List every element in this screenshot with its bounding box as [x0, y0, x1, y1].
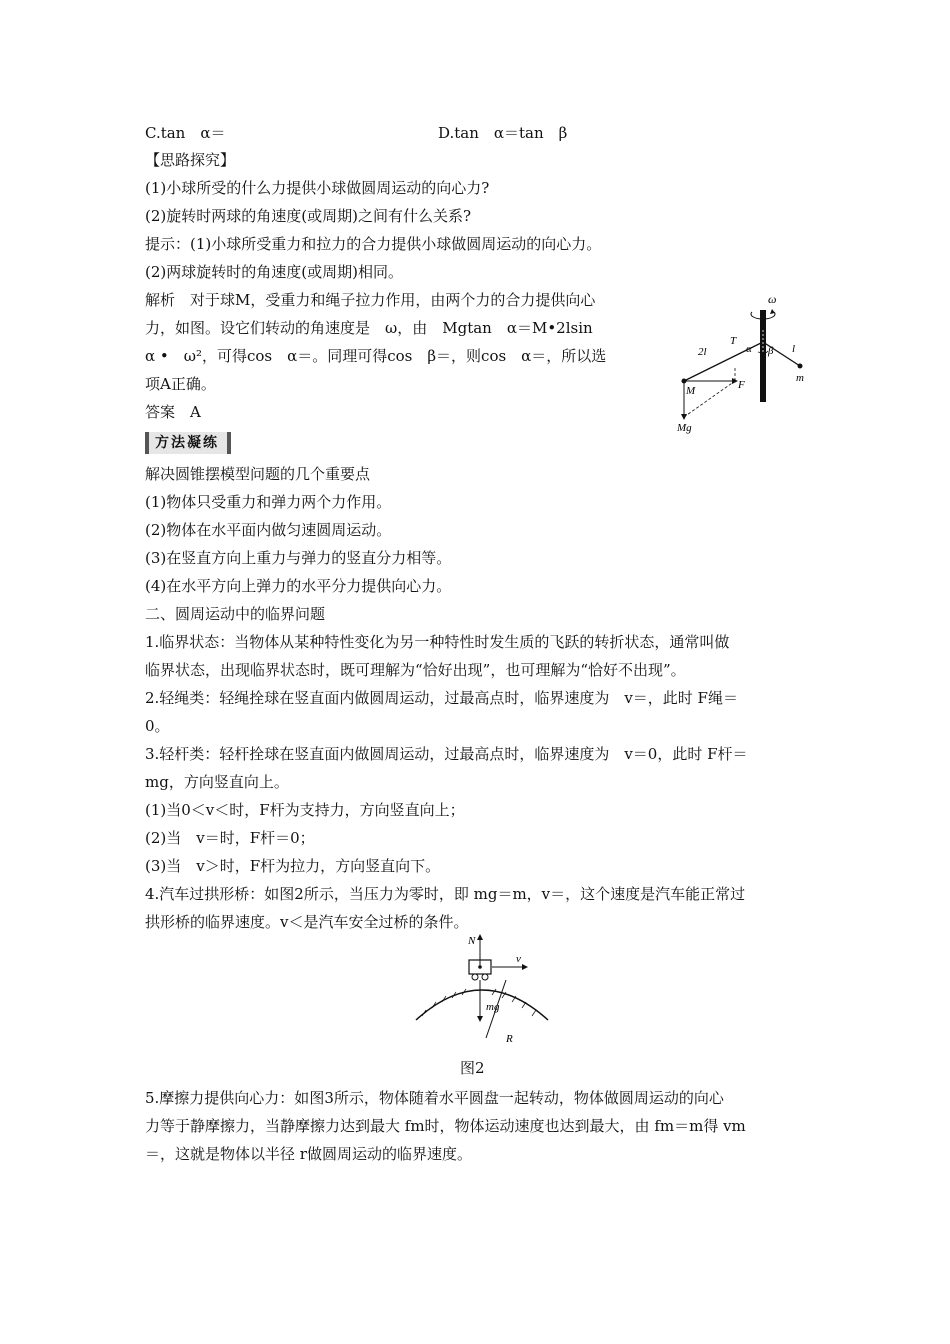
friction-line-2: 力等于静摩擦力，当静摩擦力达到最大 fm时，物体运动速度也达到最大，由 fm＝m得 vm [145, 1117, 746, 1135]
answer-line: 答案 A [145, 403, 201, 421]
method-point-2: (2)物体在水平面内做匀速圆周运动。 [145, 521, 392, 539]
hint-1: 提示：(1)小球所受重力和拉力的合力提供小球做圆周运动的向心力。 [145, 235, 602, 253]
friction-line-3: ＝，这就是物体以半径 r做圆周运动的临界速度。 [145, 1145, 472, 1163]
option-c: C.tan α＝ [145, 124, 226, 142]
question-2: (2)旋转时两球的角速度(或周期)之间有什么关系? [145, 207, 471, 225]
radius-label: R [506, 1033, 513, 1045]
conical-pendulum-figure [672, 290, 822, 435]
ball-m-label: m [796, 372, 804, 384]
rope-line-2: 0。 [145, 717, 170, 735]
analysis-line-3: α • ω²，可得cos α＝。同理可得cos β＝，则cos α＝，所以选 [145, 347, 607, 365]
tension-label: T [730, 335, 737, 347]
normal-force-label: N [468, 935, 476, 947]
normal-force-arrowhead [477, 934, 483, 940]
rod-line-2: mg，方向竖直向上。 [145, 773, 289, 791]
method-tag: 方法凝练 [145, 432, 231, 454]
rod-case-1: (1)当0＜v＜时，F杆为支持力，方向竖直向上； [145, 801, 465, 819]
section-title-thinking: 【思路探究】 [145, 151, 236, 169]
gravity-force-arrowhead [477, 1016, 483, 1022]
velocity-label: v [516, 953, 521, 965]
length-l-label: l [792, 343, 796, 355]
rod-case-2: (2)当 v＝时，F杆＝0； [145, 829, 315, 847]
critical-state-line-2: 临界状态，出现临界状态时，既可理解为“恰好出现”，也可理解为“恰好不出现”。 [145, 661, 686, 679]
rope-line-1: 2.轻绳类：轻绳拴球在竖直面内做圆周运动，过最高点时，临界速度为 v＝，此时 F绳＝ [145, 689, 738, 707]
question-1: (1)小球所受的什么力提供小球做圆周运动的向心力? [145, 179, 490, 197]
friction-line-1: 5.摩擦力提供向心力：如图3所示，物体随着水平圆盘一起转动，物体做圆周运动的向心 [145, 1089, 724, 1107]
analysis-line-2: 力，如图。设它们转动的角速度是 ω，由 Mgtan α＝M•2lsin [145, 319, 593, 337]
rotation-rod [760, 310, 766, 402]
gravity-force-label: mg [486, 1001, 500, 1013]
rotation-arrow [770, 309, 775, 314]
rod-case-3: (3)当 v＞时，F杆为拉力，方向竖直向下。 [145, 857, 441, 875]
bridge-line-2: 拱形桥的临界速度。v＜是汽车安全过桥的条件。 [145, 913, 469, 931]
method-intro: 解决圆锥摆模型问题的几个重要点 [145, 465, 371, 483]
bridge-line-1: 4.汽车过拱形桥：如图2所示，当压力为零时，即 mg＝m，v＝，这个速度是汽车能正常过 [145, 885, 746, 903]
method-point-1: (1)物体只受重力和弹力两个力作用。 [145, 493, 392, 511]
alpha-label: α [746, 343, 752, 355]
ball-M-label: M [686, 385, 696, 397]
omega-label: ω [768, 292, 777, 306]
length-2l-label: 2l [698, 346, 707, 358]
gravity-label: Mg [677, 422, 692, 434]
analysis-line-4: 项A正确。 [145, 375, 216, 393]
force-F-label: F [738, 379, 745, 391]
method-point-3: (3)在竖直方向上重力与弹力的竖直分力相等。 [145, 549, 452, 567]
ball-m [798, 364, 803, 369]
hint-2: (2)两球旋转时的角速度(或周期)相同。 [145, 263, 403, 281]
analysis-line-1: 解析 对于球M，受重力和绳子拉力作用，由两个力的合力提供向心 [145, 291, 596, 309]
car-wheel-right [482, 974, 488, 980]
car-wheel-left [472, 974, 478, 980]
velocity-arrowhead [522, 964, 528, 970]
section-heading-critical: 二、圆周运动中的临界问题 [145, 605, 326, 623]
rod-line-1: 3.轻杆类：轻杆拴球在竖直面内做圆周运动，过最高点时，临界速度为 v＝0，此时 F杆＝ [145, 745, 748, 763]
arch-bridge-figure [412, 930, 552, 1055]
critical-state-line-1: 1.临界状态：当物体从某种特性变化为另一种特性时发生质的飞跃的转折状态，通常叫做 [145, 633, 730, 651]
bridge-arc [416, 990, 548, 1020]
method-point-4: (4)在水平方向上弹力的水平分力提供向心力。 [145, 577, 452, 595]
beta-label: β [768, 345, 774, 357]
figure2-caption: 图2 [460, 1059, 485, 1077]
option-d: D.tan α＝tan β [438, 124, 568, 142]
